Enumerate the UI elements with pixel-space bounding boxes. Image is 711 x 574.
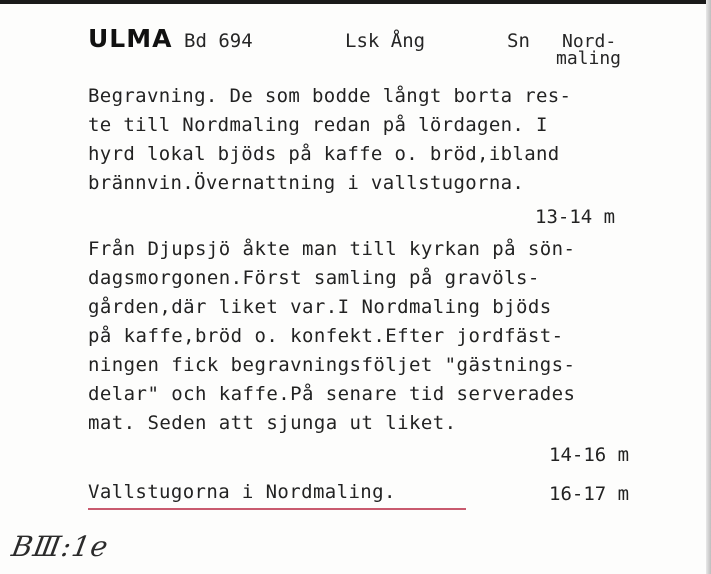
parish-name-line2: maling bbox=[556, 48, 622, 69]
text-line: Från Djupsjö åkte man till kyrkan på sön- bbox=[88, 238, 576, 260]
parish-name-line1: Nord- bbox=[562, 31, 617, 52]
text-line: mat. Seden att sjunga ut liket. bbox=[88, 412, 457, 434]
text-line: dagsmorgonen.Först samling på gravöls- bbox=[88, 267, 540, 289]
text-line: ningen fick begravningsföljet "gästnings- bbox=[88, 354, 576, 376]
text-line: delar" och kaffe.På senare tid serverades bbox=[88, 383, 576, 405]
page-reference-1: 13-14 m bbox=[535, 206, 616, 228]
archive-label: ULMA bbox=[88, 24, 173, 53]
text-line: brännvin.Övernattning i vallstugorna. bbox=[88, 172, 525, 194]
text-line: gården,där liket var.I Nordmaling bjöds bbox=[88, 296, 552, 318]
card-header bbox=[0, 0, 711, 80]
text-line: på kaffe,bröd o. konfekt.Efter jordfäst- bbox=[88, 325, 564, 347]
text-line: hyrd lokal bjöds på kaffe o. bröd,ibland bbox=[88, 143, 560, 165]
card-right-edge bbox=[706, 0, 711, 574]
parish-prefix: Sn bbox=[507, 30, 530, 52]
title-underline bbox=[88, 508, 466, 510]
section-title: Vallstugorna i Nordmaling. bbox=[88, 481, 396, 503]
handwritten-reference: BⅢ:1e bbox=[9, 530, 112, 563]
county-label: Lsk Ång bbox=[345, 30, 426, 52]
record-number: Bd 694 bbox=[184, 30, 253, 52]
page-reference-3: 16-17 m bbox=[549, 483, 630, 505]
paragraph-burial-travel bbox=[88, 82, 571, 198]
text-line: Begravning. De som bodde långt borta res- bbox=[88, 85, 572, 107]
paragraph-djupsjo bbox=[88, 235, 575, 438]
text-line: te till Nordmaling redan på lördagen. I bbox=[88, 114, 548, 136]
page-reference-2: 14-16 m bbox=[549, 444, 630, 466]
